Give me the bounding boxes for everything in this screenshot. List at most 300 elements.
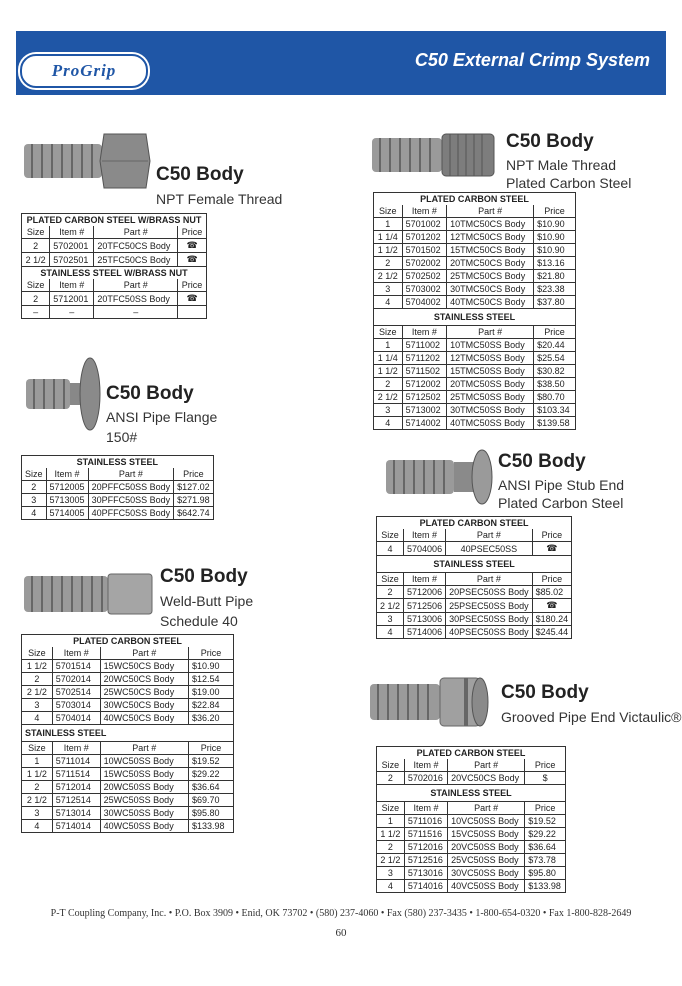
company-footer: P-T Coupling Company, Inc. • P.O. Box 3909 • Enid, OK 73702 • (580) 237-4060 • Fax (580) 237-3435 • 1-800-654-0320 • Fax 1-800-828-2649 [50,908,632,919]
table-row [22,660,234,673]
table-header-row [22,725,234,742]
table-cell: Item # [52,742,100,755]
table-cell: 4 [377,542,404,556]
table-cell: 5712005 [46,481,88,494]
table-cell: Price [532,573,572,586]
table-cell: 12TMC50CS Body [447,231,534,244]
table-cell: 1 [377,815,405,828]
table-cell: $29.22 [188,768,233,781]
table-cell: 5704002 [402,296,447,309]
table-row [374,283,576,296]
table-cell: 5702002 [402,257,447,270]
table-row [377,867,566,880]
prогrip-logo: ProGrip [20,54,148,88]
table-cell: 25TMC50CS Body [447,270,534,283]
table-cell: 2 1/2 [22,686,53,699]
weld-butt-fitting-image [22,572,154,616]
table-cell: PLATED CARBON STEEL [374,193,576,206]
table-cell: 40WC50CS Body [100,712,188,725]
table-header-row [374,193,576,206]
table-header-row [22,468,214,481]
table-cell: Part # [446,573,533,586]
table-cell: 25WC50SS Body [100,794,188,807]
table-cell: Price [525,802,566,815]
table-cell: 5711516 [404,828,447,841]
table-cell: 5711002 [402,339,447,352]
table-cell: 1 [374,339,403,352]
table-cell: $ [525,772,566,785]
table-cell: 5704006 [404,542,446,556]
table-cell: Part # [446,529,533,542]
table-cell: 25PSEC50SS Body [446,599,533,613]
table-cell: Size [22,742,53,755]
table-cell: 40PFFC50SS Body [88,507,174,520]
table-cell: PLATED CARBON STEEL W/BRASS NUT [22,214,207,227]
table-cell: Size [374,205,403,218]
table-cell: 5711202 [402,352,447,365]
table-cell: 25TMC50SS Body [447,391,534,404]
grooved-product-title: C50 Body [501,682,589,703]
table-row [377,828,566,841]
table-cell: 1 1/2 [374,244,403,257]
male-spec-table [373,192,576,430]
table-cell: $95.80 [188,807,233,820]
table-cell: 2 1/2 [22,794,53,807]
table-cell: 20WC50CS Body [100,673,188,686]
grooved-product-subtitle: Grooved Pipe End Victaulic® [501,709,682,725]
table-cell: $133.98 [188,820,233,833]
table-cell: $19.52 [525,815,566,828]
weld-butt-product-subtitle: Weld-Butt Pipe [160,593,254,609]
table-row [22,699,234,712]
table-row [374,339,576,352]
table-cell: Size [22,226,50,239]
table-cell: 2 [374,378,403,391]
table-cell: 5711014 [52,755,100,768]
table-cell: Size [377,802,405,815]
table-row [374,296,576,309]
table-cell: 15TMC50CS Body [447,244,534,257]
table-cell: 30VC50SS Body [448,867,525,880]
table-row [22,253,207,267]
table-cell: 10WC50SS Body [100,755,188,768]
table-cell: 20PFFC50SS Body [88,481,174,494]
table-cell: $245.44 [532,626,572,639]
table-cell: Item # [404,759,447,772]
table-row [22,712,234,725]
table-cell: PLATED CARBON STEEL [377,747,566,760]
table-cell: 5711016 [404,815,447,828]
table-cell: Item # [404,802,447,815]
table-cell: Item # [404,529,446,542]
table-cell: 2 [22,673,53,686]
table-cell: 5714014 [52,820,100,833]
stub-end-fitting-image [384,448,496,506]
table-cell: 20PSEC50SS Body [446,586,533,599]
table-row [377,599,572,613]
table-row [377,841,566,854]
table-cell: – [22,306,50,319]
table-header-row [22,635,234,648]
table-cell: Size [22,279,50,292]
table-cell: $10.90 [534,244,576,257]
table-cell: 5704014 [52,712,100,725]
flange-spec-table [21,455,214,520]
table-row [377,613,572,626]
table-cell: 5712506 [404,599,446,613]
table-cell: 5712516 [404,854,447,867]
table-cell: Size [377,529,404,542]
table-cell: Size [22,468,47,481]
table-cell: 5712002 [402,378,447,391]
table-row [22,481,214,494]
table-cell: Part # [88,468,174,481]
page-title: C50 External Crimp System [414,50,650,70]
table-cell: 4 [377,626,404,639]
table-cell: 2 1/2 [374,270,403,283]
table-cell: 15TMC50SS Body [447,365,534,378]
table-cell: 25TFC50CS Body [94,253,178,267]
table-cell: 20TMC50SS Body [447,378,534,391]
table-cell: 3 [377,613,404,626]
table-row [374,244,576,257]
table-cell: Item # [52,647,100,660]
table-cell: 5714005 [46,507,88,520]
table-cell: 2 1/2 [377,854,405,867]
table-cell: – [50,306,94,319]
male-product-subtitle: NPT Male Thread [506,157,616,173]
table-cell: 5702001 [50,239,94,253]
table-row [22,507,214,520]
table-cell: $25.54 [534,352,576,365]
table-cell: $36.64 [188,781,233,794]
table-row [22,768,234,781]
table-cell: 5713002 [402,404,447,417]
table-header-row [377,517,572,530]
table-cell: PLATED CARBON STEEL [22,635,234,648]
table-cell: 5712001 [50,292,94,306]
female-product-title: C50 Body [156,164,244,185]
table-cell: STAINLESS STEEL W/BRASS NUT [22,267,207,280]
table-header-row [374,309,576,326]
table-cell: 2 [22,239,50,253]
table-cell: ☎ [178,239,207,253]
table-row [22,494,214,507]
table-cell: Part # [100,742,188,755]
table-cell: 4 [22,820,53,833]
table-cell [178,306,207,319]
table-header-row [22,279,207,292]
table-cell: $69.70 [188,794,233,807]
table-cell: 1 1/4 [374,352,403,365]
table-cell: 5712006 [404,586,446,599]
stub-end-product-title: C50 Body [498,451,586,472]
male-thread-fitting-image [370,130,500,180]
table-cell: Item # [402,326,447,339]
table-cell: 3 [22,494,47,507]
weld-butt-product-schedule: Schedule 40 [160,613,238,629]
table-cell: Price [178,226,207,239]
table-cell: 2 [374,257,403,270]
table-cell: Price [178,279,207,292]
table-row [377,586,572,599]
table-cell: $19.52 [188,755,233,768]
table-cell: STAINLESS STEEL [377,556,572,573]
table-cell: $36.20 [188,712,233,725]
table-cell: Part # [447,326,534,339]
table-cell: 5714016 [404,880,447,893]
table-row [377,880,566,893]
table-row [374,365,576,378]
flange-product-rating: 150# [106,429,138,445]
table-cell: Size [377,573,404,586]
table-cell: STAINLESS STEEL [377,785,566,802]
male-product-material: Plated Carbon Steel [506,175,632,191]
table-cell: $10.90 [188,660,233,673]
table-cell: 40WC50SS Body [100,820,188,833]
table-cell: 15WC50CS Body [100,660,188,673]
table-cell: $73.78 [525,854,566,867]
table-cell: 15VC50SS Body [448,828,525,841]
table-cell: $30.82 [534,365,576,378]
table-header-row [22,226,207,239]
table-cell: 2 1/2 [374,391,403,404]
table-cell: 5702016 [404,772,447,785]
table-cell: 25WC50CS Body [100,686,188,699]
table-cell: 5712014 [52,781,100,794]
table-cell: 5702501 [50,253,94,267]
table-cell: 10VC50SS Body [448,815,525,828]
table-row [22,755,234,768]
table-row [374,352,576,365]
table-cell: 3 [374,404,403,417]
table-cell: $95.80 [525,867,566,880]
table-cell: Item # [46,468,88,481]
table-cell: $29.22 [525,828,566,841]
table-cell: 5712514 [52,794,100,807]
table-cell: STAINLESS STEEL [22,725,234,742]
table-cell: 5712502 [402,391,447,404]
table-cell: 3 [374,283,403,296]
table-cell: Price [188,647,233,660]
table-header-row [377,556,572,573]
table-row [374,270,576,283]
table-row [374,231,576,244]
table-cell: 5702014 [52,673,100,686]
table-cell: $103.34 [534,404,576,417]
stub-end-product-subtitle: ANSI Pipe Stub End [498,477,625,493]
table-cell: 40PSEC50SS [446,542,533,556]
table-cell: 30TMC50SS Body [447,404,534,417]
table-row [22,673,234,686]
table-cell: $10.90 [534,218,576,231]
table-cell: 5714006 [404,626,446,639]
table-cell: 5702502 [402,270,447,283]
female-thread-fitting-image [22,130,152,192]
table-cell: 20TFC50SS Body [94,292,178,306]
table-cell: STAINLESS STEEL [374,309,576,326]
grooved-spec-table [376,746,566,893]
table-cell: $21.80 [534,270,576,283]
stub-end-spec-table [376,516,572,639]
table-cell: 40PSEC50SS Body [446,626,533,639]
table-cell: 1 1/2 [374,365,403,378]
table-row [374,218,576,231]
table-cell: 20VC50CS Body [448,772,525,785]
table-cell: ☎ [178,253,207,267]
table-row [22,781,234,794]
table-cell: 2 [377,772,405,785]
table-header-row [377,747,566,760]
table-row [374,391,576,404]
table-header-row [377,802,566,815]
table-cell: $20.44 [534,339,576,352]
table-row [22,239,207,253]
table-cell: 2 1/2 [22,253,50,267]
table-cell: 5713016 [404,867,447,880]
table-cell: 1 [374,218,403,231]
table-cell: 30PSEC50SS Body [446,613,533,626]
table-cell: Part # [100,647,188,660]
female-product-subtitle: NPT Female Thread [156,191,283,207]
table-cell: 5703002 [402,283,447,296]
table-row [377,772,566,785]
table-cell: $12.54 [188,673,233,686]
table-cell: $139.58 [534,417,576,430]
table-cell: Price [534,326,576,339]
table-cell: 2 [377,841,405,854]
table-cell: 3 [22,807,53,820]
table-header-row [377,529,572,542]
table-row [22,807,234,820]
stub-end-product-material: Plated Carbon Steel [498,495,624,511]
table-cell: 5714002 [402,417,447,430]
table-row [377,815,566,828]
table-cell: Item # [50,279,94,292]
table-cell: Size [22,647,53,660]
table-cell: 5701514 [52,660,100,673]
weld-butt-product-title: C50 Body [160,566,248,587]
table-cell: $38.50 [534,378,576,391]
table-cell: Price [532,529,572,542]
table-cell: $19.00 [188,686,233,699]
table-cell: 5711502 [402,365,447,378]
table-cell: $36.64 [525,841,566,854]
table-cell: 5702514 [52,686,100,699]
table-cell: $80.70 [534,391,576,404]
table-cell: 5711514 [52,768,100,781]
table-row [22,306,207,319]
table-cell: 5712016 [404,841,447,854]
table-cell: 40VC50SS Body [448,880,525,893]
table-header-row [22,267,207,280]
flange-product-title: C50 Body [106,383,194,404]
table-cell: 25VC50SS Body [448,854,525,867]
table-cell: $271.98 [174,494,214,507]
table-cell: 2 [22,292,50,306]
table-row [374,378,576,391]
table-cell: 1 1/2 [377,828,405,841]
table-row [377,542,572,556]
table-cell: $642.74 [174,507,214,520]
table-cell: Part # [448,802,525,815]
table-row [22,794,234,807]
table-cell: Size [374,326,403,339]
table-cell: 2 1/2 [377,599,404,613]
table-cell: 3 [377,867,405,880]
table-cell: 30PFFC50SS Body [88,494,174,507]
table-cell: $133.98 [525,880,566,893]
table-cell: 1 [22,755,53,768]
table-cell: 20TFC50CS Body [94,239,178,253]
table-row [22,820,234,833]
table-header-row [377,785,566,802]
table-cell: Price [525,759,566,772]
table-cell: 3 [22,699,53,712]
table-cell: 15WC50SS Body [100,768,188,781]
table-cell: $23.38 [534,283,576,296]
table-cell: 5713005 [46,494,88,507]
table-cell: $13.16 [534,257,576,270]
table-cell: 20WC50SS Body [100,781,188,794]
table-cell: Price [534,205,576,218]
table-cell: 20VC50SS Body [448,841,525,854]
table-header-row [22,214,207,227]
table-header-row [374,326,576,339]
table-cell: Price [188,742,233,755]
table-cell: 5713006 [404,613,446,626]
table-header-row [374,205,576,218]
table-row [377,854,566,867]
table-header-row [22,742,234,755]
table-cell: $10.90 [534,231,576,244]
table-cell: 40TMC50SS Body [447,417,534,430]
male-product-title: C50 Body [506,131,594,152]
table-cell: 1 1/2 [22,768,53,781]
table-header-row [22,647,234,660]
table-cell: 2 [22,481,47,494]
table-cell: 4 [22,507,47,520]
flange-fitting-image [24,355,104,435]
table-cell: 5701502 [402,244,447,257]
table-cell: 20TMC50CS Body [447,257,534,270]
table-cell: 1 1/4 [374,231,403,244]
table-cell: Price [174,468,214,481]
table-cell: 12TMC50SS Body [447,352,534,365]
table-cell: Part # [94,279,178,292]
table-cell: Item # [402,205,447,218]
table-cell: 5713014 [52,807,100,820]
table-cell: STAINLESS STEEL [22,456,214,469]
table-cell: 10TMC50CS Body [447,218,534,231]
table-cell: Part # [94,226,178,239]
table-cell: $180.24 [532,613,572,626]
table-cell: Part # [448,759,525,772]
table-cell: – [94,306,178,319]
table-cell: 4 [22,712,53,725]
table-cell: Item # [50,226,94,239]
flange-product-subtitle: ANSI Pipe Flange [106,409,218,425]
table-cell: 5701002 [402,218,447,231]
table-cell: 4 [374,296,403,309]
table-row [374,404,576,417]
table-header-row [22,456,214,469]
table-cell: 10TMC50SS Body [447,339,534,352]
weld-butt-spec-table [21,634,234,833]
table-row [374,257,576,270]
table-cell: Part # [447,205,534,218]
table-cell: $22.84 [188,699,233,712]
